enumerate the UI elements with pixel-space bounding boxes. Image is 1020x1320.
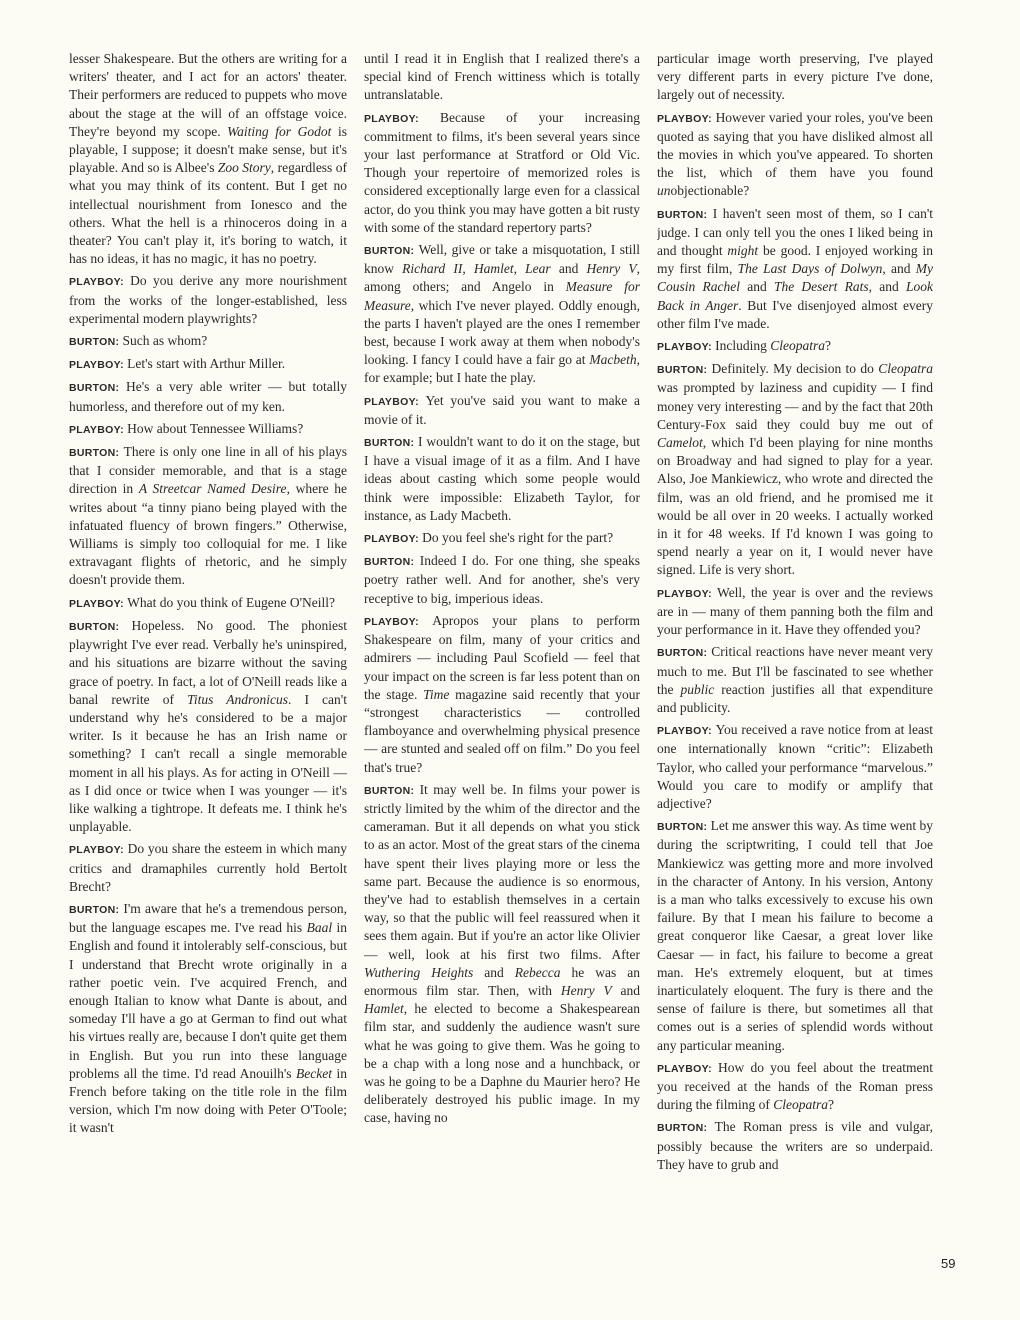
italic-title: Hamlet xyxy=(473,261,514,277)
speaker-label: PLAYBOY: xyxy=(657,112,712,125)
speaker-label: BURTON: xyxy=(69,382,120,395)
interview-paragraph: BURTON: I wouldn't want to do it on the stage, but I have a visual image of it as a film. And I have ideas about casting which some people would think were impossible: Elizabeth Taylor, for instance, as Lady Macbeth. xyxy=(364,434,640,523)
italic-title: Becket xyxy=(296,1065,333,1081)
speaker-label: BURTON: xyxy=(364,784,415,797)
italic-title: Cleopatra xyxy=(770,338,826,354)
interview-paragraph: BURTON: I'm aware that he's a tremendous person, but the language escapes me. I've read his Baal in English and found it intolerably self-conscious, but I understand that Brecht wrote originally in a rather poetic vein. I've acquired French, and enough Italian to know what Dante is about, and someday I'll have a go at German to find out what his virtues really are, because I don't quite get them in English. But you run into these language problems all the time. I'd read Anouilh's Becket in French before taking on the title role in the film version, which I'm now doing with Peter O'Toole; it wasn't xyxy=(69,900,347,1136)
text-column-2 xyxy=(364,50,640,1260)
italic-title: might xyxy=(727,243,759,259)
speaker-label: PLAYBOY: xyxy=(657,1062,712,1075)
speaker-label: PLAYBOY: xyxy=(69,844,124,857)
interview-paragraph: PLAYBOY: What do you think of Eugene O'Neill? xyxy=(69,594,336,610)
speaker-label: PLAYBOY: xyxy=(657,725,712,738)
interview-paragraph: PLAYBOY: Do you derive any more nourishment from the works of the longer-established, less experimental modern playwrights? xyxy=(69,273,347,326)
speaker-label: BURTON: xyxy=(69,447,120,460)
italic-title: The Desert Rats xyxy=(773,279,869,295)
interview-paragraph: PLAYBOY: Well, the year is over and the reviews are in — many of them panning both the film and your performance in it. Have they offended you? xyxy=(657,584,933,638)
interview-paragraph: BURTON: It may well be. In films your power is strictly limited by the whim of the director and the cameraman. But it all depends on what you stick to as an actor. Most of the great stars of the cinema have spent their lives playing more or less the same part. Because the audience is so enormous, they've had to establish themselves in a certain way, so that the public will feel reassured when it sees them again. But if you're an actor like Olivier — well, look at his first two films. After Wuthering Heights and Rebecca he was an enormous film star. Then, with Henry V and Hamlet, he elected to become a Shakespearean film star, and suddenly the audience wasn't sure what he was going to give them. Was he going to be a chap with a long nose and a hunchback, or was he going to be a Daphne du Maurier hero? He deliberately destroyed his public image. In my case, having no xyxy=(364,781,640,1126)
speaker-label: PLAYBOY: xyxy=(657,341,712,354)
interview-paragraph: PLAYBOY: Because of your increasing commitment to films, it's been several years since your last performance at Stratford or Old Vic. Though your repertoire of memorized roles is considered exceptionally large even for a classical actor, do you think you may have gotten a bit rusty with some of the standard repertory parts? xyxy=(364,109,640,235)
interview-paragraph: PLAYBOY: How do you feel about the treatment you received at the hands of the Roman press during the filming of Cleopatra? xyxy=(657,1059,933,1113)
italic-title: Macbeth xyxy=(589,352,637,368)
interview-paragraph: BURTON: I haven't seen most of them, so I can't judge. I can only tell you the ones I liked being in and thought might be good. I enjoyed working in my first film, The Last Days of Dolwyn, and My Cousin Rachel and The Desert Rats, and Look Back in Anger. But I've disenjoyed almost every other film I've made. xyxy=(657,205,933,331)
italic-title: Cleopatra xyxy=(773,1097,828,1113)
text-column-3 xyxy=(657,50,933,1260)
italic-title: Waiting for Godot xyxy=(227,123,332,139)
text-column-1 xyxy=(69,50,347,1260)
interview-paragraph: BURTON: Hopeless. No good. The phoniest playwright I've ever read. Verbally he's uninspired, and his situations are bizarre without the saving grace of poetry. In fact, a lot of O'Neill reads like a banal rewrite of Titus Andronicus. I can't understand why he's considered to be a major writer. Is it because he has an Irish name or something? I can't recall a single memorable moment in all his plays. As for acting in O'Neill — as I did once or twice when I was younger — it's like walking a tightrope. It defeats me. I think he's unplayable. xyxy=(69,617,347,835)
italic-title: Baal xyxy=(306,920,333,936)
speaker-label: BURTON: xyxy=(364,437,415,450)
italic-title: Henry V xyxy=(586,261,637,277)
italic-title: Lear xyxy=(525,261,551,277)
speaker-label: BURTON: xyxy=(69,620,120,633)
speaker-label: BURTON: xyxy=(69,336,120,349)
speaker-label: PLAYBOY: xyxy=(364,112,419,125)
continued-paragraph: particular image worth preserving, I've played very different parts in every picture I've done, largely out of necessity. xyxy=(657,51,933,103)
speaker-label: PLAYBOY: xyxy=(69,423,124,436)
page-number: 59 xyxy=(941,1256,956,1271)
italic-title: Zoo Story xyxy=(217,160,271,176)
interview-paragraph: BURTON: Indeed I do. For one thing, she speaks poetry rather well. And for another, she's very receptive to big, imperious ideas. xyxy=(364,553,640,606)
speaker-label: PLAYBOY: xyxy=(364,615,419,628)
italic-title: Rebecca xyxy=(514,964,561,980)
italic-title: Look Back in Anger xyxy=(657,279,933,313)
italic-title: A Streetcar Named Desire xyxy=(138,481,287,497)
interview-paragraph: BURTON: He's a very able writer — but totally humorless, and therefore out of my ken. xyxy=(69,379,347,414)
italic-title: Time xyxy=(423,686,450,702)
interview-paragraph: BURTON: Well, give or take a misquotation, I still know Richard II, Hamlet, Lear and Henry V, among others; and Angelo in Measure for Measure, which I've never played. Oddly enough, the parts I haven't played are the ones I remember best, because I work away at them when nobody's looking. I fancy I could have a fair go at Macbeth, for example; but I hate the play. xyxy=(364,242,640,386)
interview-paragraph: BURTON: Definitely. My decision to do Cleopatra was prompted by laziness and cupidity — I find money very interesting — and by the fact that 20th Century-Fox said they could buy me out of Camelot, which I'd been playing for nine months on Broadway and had signed to play for a year. Also, Joe Mankiewicz, who wrote and directed the film, was an old friend, and he promised me it would be all over in 20 weeks. I actually worked in it for 48 weeks. If I'd known I was going to spend nearly a year on it, I would never have signed. Life is very short. xyxy=(657,361,933,578)
continued-paragraph: lesser Shakespeare. But the others are writing for a writers' theater, and I act for an actors' theater. Their performers are reduced to puppets who move about the stage at the will of an offstage voice. They're beyond my scope. Waiting for Godot is playable, I suppose; it doesn't make sense, but it's playable. And so is Albee's Zoo Story, regardless of what you may think of its content. But I get no intellectual nourishment from Ionesco and the others. What the hell is a rhinoceros doing in a theater? You can't play it, it's boring to watch, it has no ideas, it has no magic, it has no poetry. xyxy=(69,51,347,267)
speaker-label: PLAYBOY: xyxy=(69,597,124,610)
interview-paragraph: PLAYBOY: Including Cleopatra? xyxy=(657,338,832,354)
speaker-label: PLAYBOY: xyxy=(364,395,419,408)
speaker-label: PLAYBOY: xyxy=(364,533,419,546)
speaker-label: BURTON: xyxy=(364,245,415,258)
italic-title: un xyxy=(657,183,671,199)
italic-title: Measure for Measure xyxy=(364,279,640,313)
speaker-label: PLAYBOY: xyxy=(657,587,712,600)
interview-paragraph: PLAYBOY: Do you share the esteem in which many critics and dramaphiles currently hold Bertolt Brecht? xyxy=(69,841,347,894)
italic-title: Hamlet xyxy=(364,1001,404,1017)
italic-title: Cleopatra xyxy=(878,361,933,377)
interview-paragraph: BURTON: Let me answer this way. As time went by during the scriptwriting, I could tell that Joe Mankiewicz was getting more and more involved in the character of Antony. In his version, Antony is a man who talks excessively to excuse his own failure. By that I mean his failure to become a great conqueror like Caesar, a great lover like Caesar — in fact, his failure to become a great man. He's extremely eloquent, but at times inarticulately eloquent. The fury is there and the sense of failure is there, but sometimes all that comes out is a series of splendid words without any particular meaning. xyxy=(657,818,933,1053)
speaker-label: BURTON: xyxy=(364,556,415,569)
interview-paragraph: PLAYBOY: Apropos your plans to perform Shakespeare on film, many of your critics and admirers — including Paul Scofield — feel that your impact on the screen is far less potent than on the stage. Time magazine said recently that your “strongest characteristics — controlled flamboyance and overwhelming physical presence — are stunted and sealed off on film.” Do you feel that's true? xyxy=(364,612,640,775)
speaker-label: PLAYBOY: xyxy=(69,276,124,289)
interview-paragraph: BURTON: There is only one line in all of his plays that I consider memorable, and that is a stage direction in A Streetcar Named Desire, where he writes about “a tinny piano being played with the infatuated fluency of brown fingers.” Otherwise, Williams is simply too colloquial for me. I like extravagant flights of rhetoric, and he simply doesn't provide them. xyxy=(69,444,347,588)
interview-paragraph: PLAYBOY: However varied your roles, you've been quoted as saying that you have disliked almost all the movies in which you've appeared. To shorten the list, which of them have you found unobjectionable? xyxy=(657,109,933,199)
interview-paragraph: PLAYBOY: Let's start with Arthur Miller. xyxy=(69,356,286,372)
interview-paragraph: BURTON: Critical reactions have never meant very much to me. But I'll be fascinated to see whether the public reaction justifies all that expenditure and publicity. xyxy=(657,644,933,715)
italic-title: Camelot xyxy=(657,435,703,451)
italic-title: Henry V xyxy=(560,982,612,998)
italic-title: public xyxy=(680,681,715,697)
italic-title: Wuthering Heights xyxy=(364,964,474,980)
interview-paragraph: PLAYBOY: Do you feel she's right for the part? xyxy=(364,530,614,546)
speaker-label: BURTON: xyxy=(69,903,120,916)
speaker-label: BURTON: xyxy=(657,364,708,377)
italic-title: The Last Days of Dolwyn xyxy=(737,261,883,277)
speaker-label: BURTON: xyxy=(657,821,708,834)
interview-paragraph: PLAYBOY: Yet you've said you want to make a movie of it. xyxy=(364,392,640,427)
italic-title: My Cousin Rachel xyxy=(657,261,933,295)
speaker-label: BURTON: xyxy=(657,647,708,660)
interview-paragraph: PLAYBOY: You received a rave notice from at least one internationally known “critic”: Elizabeth Taylor, who called your performance “marvelous.” Would you care to modify or amplify that adjective? xyxy=(657,722,933,811)
speaker-label: BURTON: xyxy=(657,1122,708,1135)
interview-paragraph: BURTON: The Roman press is vile and vulgar, possibly because the writers are so underpaid. They have to grub and xyxy=(657,1119,933,1172)
speaker-label: PLAYBOY: xyxy=(69,359,124,372)
continued-paragraph: until I read it in English that I realized there's a special kind of French wittiness which is totally untranslatable. xyxy=(364,51,640,103)
speaker-label: BURTON: xyxy=(657,208,708,221)
italic-title: Titus Andronicus xyxy=(187,691,288,707)
italic-title: Richard II xyxy=(402,261,463,277)
interview-paragraph: BURTON: Such as whom? xyxy=(69,333,208,349)
interview-paragraph: PLAYBOY: How about Tennessee Williams? xyxy=(69,420,304,436)
